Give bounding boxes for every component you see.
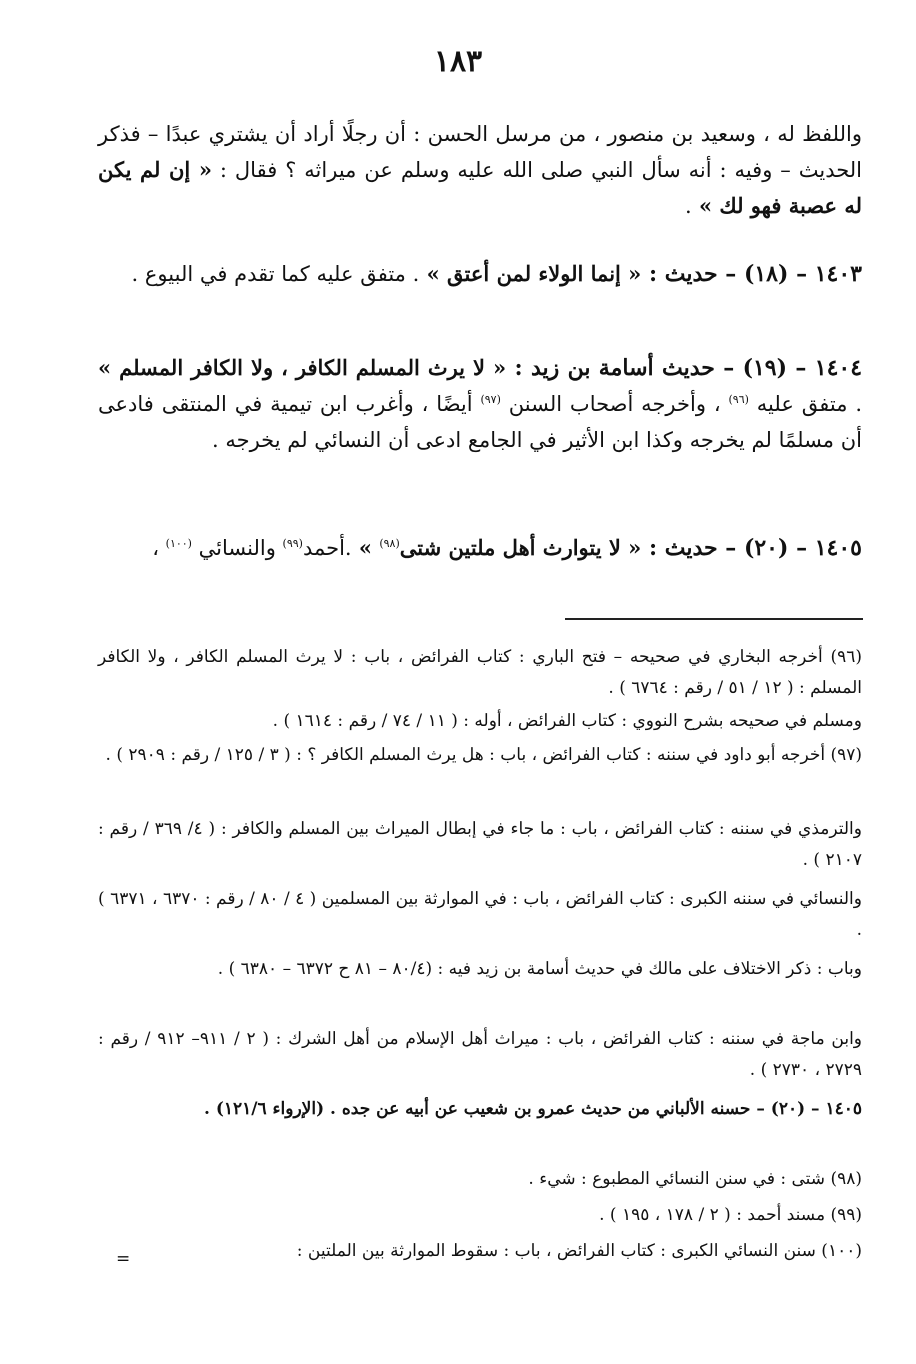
footnote-divider (565, 618, 863, 620)
hadith-commentary: والنسائي (191, 536, 283, 560)
footnote-96-cont: ومسلم في صحيحه بشرح النووي : كتاب الفرائض ، أوله : ( ١١ / ٧٤ / رقم : ١٦١٤ ) . (272, 711, 862, 731)
paragraph-end: . (684, 194, 692, 218)
paragraph-text: واللفظ له ، وسعيد بن منصور ، من مرسل الحسن : أن رجلًا أراد أن يشتري عبدًا – فذكر الحديث – وفيه : أنه سأل النبي صلى الله عليه وسلم عن ميراثه ؟ فقال : (98, 122, 863, 182)
footnote-97: (٩٧) أخرجه أبو داود في سننه : كتاب الفرائض ، باب : هل يرث المسلم الكافر ؟ : ( ٣ / ١٢٥ / رقم : ٢٩٠٩ ) . (105, 745, 862, 765)
hadith-commentary: أيضًا ، وأغرب ابن تيمية في المنتقى فادعى أن مسلمًا لم يخرجه وكذا ابن الأثير في الجامع ادعى أن النسائي لم يخرجه . (98, 392, 862, 452)
hadith-1405 (98, 530, 862, 566)
hadith-number: ١٤٠٤ – (١٩) – حديث أسامة بن زيد : (506, 355, 863, 381)
hadith-commentary: . متفق عليه (748, 392, 862, 416)
footnote-97-bab: وباب : ذكر الاختلاف على مالك في حديث أسامة بن زيد فيه : (٨٠/٤ – ٨١ ح ٦٣٧٢ – ٦٣٨٠ ) . (217, 959, 862, 979)
hadith-number: ١٤٠٣ – (١٨) – حديث : (641, 261, 862, 287)
footnote-ref: (٩٨) (379, 537, 400, 550)
footnote-97-tirmidhi: والترمذي في سننه : كتاب الفرائض ، باب : ما جاء في إبطال الميراث بين المسلم والكافر : ( ٤/ ٣٦٩ / رقم : ٢١٠٧ ) . (98, 819, 862, 870)
footnote-99: (٩٩) مسند أحمد : ( ٢ / ١٧٨ ، ١٩٥ ) . (599, 1205, 862, 1225)
footnote-100: (١٠٠) سنن النسائي الكبرى : كتاب الفرائض ، باب : سقوط الموارثة بين الملتين : (296, 1241, 862, 1261)
paragraph-continuation (98, 116, 862, 224)
hadith-quote: « إن لم يكن له عصبة فهو لك » (98, 157, 862, 218)
footnote-ref: (٩٧) (480, 393, 501, 406)
hadith-commentary: ، وأخرجه أصحاب السنن (500, 392, 729, 416)
hadith-quote: « لا يرث المسلم الكافر ، ولا الكافر المسلم » (98, 355, 507, 380)
hadith-1403 (98, 256, 862, 292)
continuation-mark: = (116, 1249, 131, 1269)
hadith-commentary: ، (152, 536, 166, 560)
footnote-96: (٩٦) أخرجه البخاري في صحيحه – فتح الباري : كتاب الفرائض ، باب : لا يرث المسلم الكافر ، ولا الكافر المسلم : ( ١٢ / ٥١ / رقم : ٦٧٦٤ ) . (98, 647, 862, 698)
footnote-1405-albani: ١٤٠٥ – (٢٠) – حسنه الألباني من حديث عمرو بن شعيب عن أبيه عن جده . (الإرواء ١٢١/٦) . (204, 1099, 862, 1119)
footnote-97-nasai: والنسائي في سننه الكبرى : كتاب الفرائض ، باب : في الموارثة بين المسلمين ( ٤ / ٨٠ / رقم : ٦٣٧٠ ، ٦٣٧١ ) . (98, 889, 862, 940)
hadith-quote-end: » (351, 535, 380, 560)
footnote-98: (٩٨) شتى : في سنن النسائي المطبوع : شيء . (528, 1169, 862, 1189)
footnote-97-ibnmajah: وابن ماجة في سننه : كتاب الفرائض ، باب : ميراث أهل الإسلام من أهل الشرك : ( ٢ / ٩١١– ٩١٢ / رقم : ٢٧٢٩ ، ٢٧٣٠ ) . (98, 1029, 863, 1080)
page-number: ١٨٣ (433, 44, 483, 79)
hadith-1404 (98, 350, 862, 458)
hadith-number: ١٤٠٥ – (٢٠) – حديث : (641, 535, 862, 561)
hadith-quote: « إنما الولاء لمن أعتق » (419, 261, 642, 286)
hadith-quote: « لا يتوارث أهل ملتين شتى (399, 535, 642, 560)
hadith-commentary: . متفق عليه كما تقدم في البيوع . (131, 262, 420, 286)
footnote-ref: (١٠٠) (165, 537, 192, 550)
footnote-ref: (٩٩) (282, 537, 303, 550)
footnote-ref: (٩٦) (728, 393, 749, 406)
hadith-commentary: .أحمد (302, 536, 352, 560)
